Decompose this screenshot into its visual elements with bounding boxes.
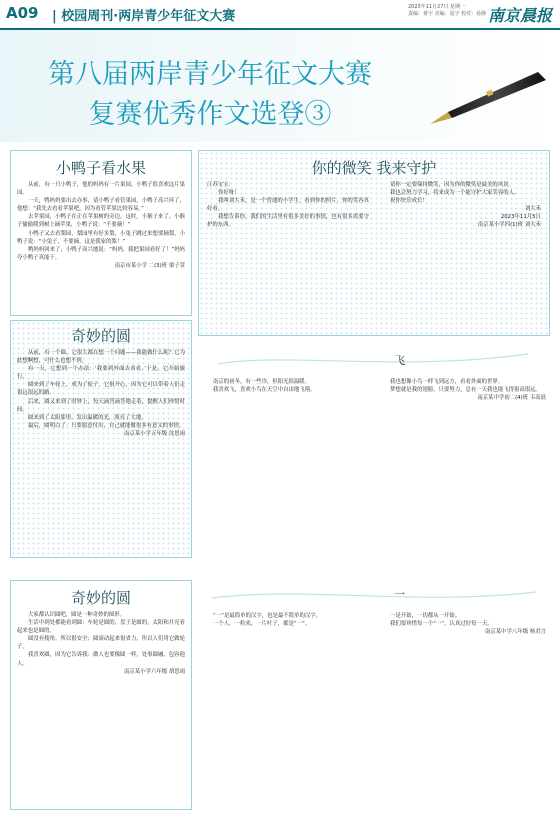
article-duck — [10, 150, 192, 316]
article-circle — [10, 320, 192, 558]
article-circle-2-title: 奇妙的圆 — [70, 589, 131, 607]
article-fly-title: 飞 — [394, 354, 405, 367]
letter-date: 2023年11月5日 — [500, 214, 541, 221]
paragraph: 生活中到处都能看到圆：车轮是圆的，盘子是圆的，太阳和月亮看起来也是圆的。 — [17, 620, 185, 635]
paragraph: 梦想就是我的翅膀，只要努力，总有一天我也能飞得很高很远。 — [390, 387, 541, 394]
line-doodle-icon — [198, 578, 550, 614]
paragraph: 我喜欢飞，喜欢小鸟在天空中自由地飞翔。 — [213, 387, 316, 394]
issue-meta — [408, 4, 486, 18]
paragraph: 最后，圆明白了：只要愿意付出，自己就能做很多有意义的事情。 — [28, 422, 185, 429]
paragraph: 圆来到了车轮上，成为了轮子，它很开心，因为它可以带着人们走很远很远的路。 — [17, 382, 185, 397]
airplane-doodle-icon — [198, 342, 550, 378]
paragraph: 鸭妈妈回来了，小鸭子高兴地说：“妈妈，我把果园看好了！”妈妈夸小鸭子真能干。 — [17, 246, 185, 261]
paragraph: 一是开始，一切都从一开始。 — [390, 613, 461, 619]
article-fly — [198, 342, 550, 572]
paragraph: 我喜欢圆，因为它告诉我：做人也要像圆一样，处事圆融，包容他人。 — [17, 652, 185, 667]
paragraph: 我们要珍惜每一个“一”，认真过好每一天。 — [390, 621, 493, 628]
paragraph: 南京的初冬，有一些冷，但阳光很温暖。 — [213, 379, 311, 385]
paragraph: 我想告诉你，我们的生活里有很多美好的事情，也有很多需要守护的东西。 — [207, 214, 369, 229]
article-smile-signature: 南京某小学四(1)班 刘大禾 — [477, 222, 541, 229]
article-one — [198, 578, 550, 812]
article-duck-signature: 南京市某小学 二(3)班 栗子萱 — [114, 262, 185, 269]
paragraph: 大家都认识圆吧，圆是一种奇妙的图形。 — [28, 612, 126, 618]
page-number: A09 — [6, 4, 39, 22]
banner — [0, 30, 560, 142]
article-one-title: 一 — [394, 588, 405, 601]
article-duck-title: 小鸭子看水果 — [55, 159, 146, 177]
editor-credits: 责编：黄宇 美编：夏宇 校对：孙静 — [408, 11, 487, 17]
article-smile — [198, 150, 550, 336]
article-circle-title: 奇妙的圆 — [70, 327, 131, 345]
paragraph: “一”是最简单的汉字，也是最不简单的汉字。 — [213, 613, 322, 619]
paragraph: 有一天，它想到一个办法：‘我要到外面去看看。’于是，它开始旅行。 — [17, 366, 185, 381]
newspaper-logo: 南京晨报 — [487, 6, 552, 25]
article-one-signature: 南京某中学八年级 杨君言 — [484, 629, 546, 636]
paragraph: 祝你快乐成长！ — [390, 198, 428, 205]
paragraph: 江苏宝宝： — [207, 182, 234, 188]
paragraph: 小鸭子又去看梨园，梨园里有好多梨，小兔子跳过来想要摘梨，小鸭子说：“小兔子，不要摘，这是我家的梨！” — [17, 230, 185, 245]
paragraph: 请你一定要保持微笑，因为你的微笑是最美的风景。 — [390, 182, 514, 188]
article-circle-2-signature: 南京某小学六年级 胡思雨 — [123, 668, 185, 675]
paragraph: 我叫刘大禾，是一个普通的小学生。看到你的照片，你的笑容真好看。 — [207, 198, 369, 213]
fountain-pen-icon — [426, 66, 556, 136]
banner-title: 第八届两岸青少年征文大赛 — [48, 59, 372, 90]
paragraph: 我也想像小鸟一样飞到远方，看看外面的世界。 — [390, 379, 504, 385]
paragraph: 后来，圆又来到了时钟上，每天滴答滴答地走着，提醒人们珍惜时间。 — [17, 398, 185, 413]
article-circle-signature: 南京某小学五年级 沈思雨 — [123, 430, 185, 437]
article-circle-2 — [10, 580, 192, 810]
masthead — [0, 0, 560, 30]
paragraph: 你好呀！ — [218, 190, 240, 197]
article-fly-signature: 南京某中学初二(4)班 韦高晨 — [477, 395, 546, 402]
paragraph: 圆来到了太阳那里，发出温暖的光，照亮了大地。 — [28, 414, 147, 421]
section-name: | 校园周刊·两岸青少年征文大赛 — [52, 9, 236, 24]
banner-subtitle: 复赛优秀作文选登③ — [88, 99, 332, 130]
paragraph: 一个人，一粒米，一片叶子，都是“一”。 — [213, 621, 311, 628]
article-smile-title: 你的微笑 我来守护 — [311, 159, 437, 177]
paragraph: 我也会努力学习，将来成为一个能守护大家笑容的人。 — [390, 190, 520, 197]
paragraph: 圆没有棱角，所以很安全；圆滚动起来很省力，所以人们用它做轮子。 — [17, 636, 185, 651]
paragraph: 从前，有一个圆，它很大都在想一个问题——我能做什么呢？它为此想啊想，可什么也想不到。 — [17, 350, 185, 365]
paragraph: 从前，有一只小鸭子，他的妈妈有一片果园，小鸭子很喜欢这片果园。 — [17, 182, 185, 197]
paragraph: 一天，鸭妈妈要出去办事，请小鸭子看管果园，小鸭子高兴坏了，他想：“我先去看看苹果吧，因为看管苹果比较容易。” — [17, 198, 185, 213]
issue-date: 2023年11月27日 星期一 — [408, 4, 466, 10]
letter-signer: 刘大禾 — [524, 206, 541, 213]
paragraph: 去苹果园，小鸭子在正在苹果树的旁边，这时，小猴子来了。小猴子偷偷爬到树上摘苹果，小鸭子说：“不要摘！” — [17, 214, 185, 229]
